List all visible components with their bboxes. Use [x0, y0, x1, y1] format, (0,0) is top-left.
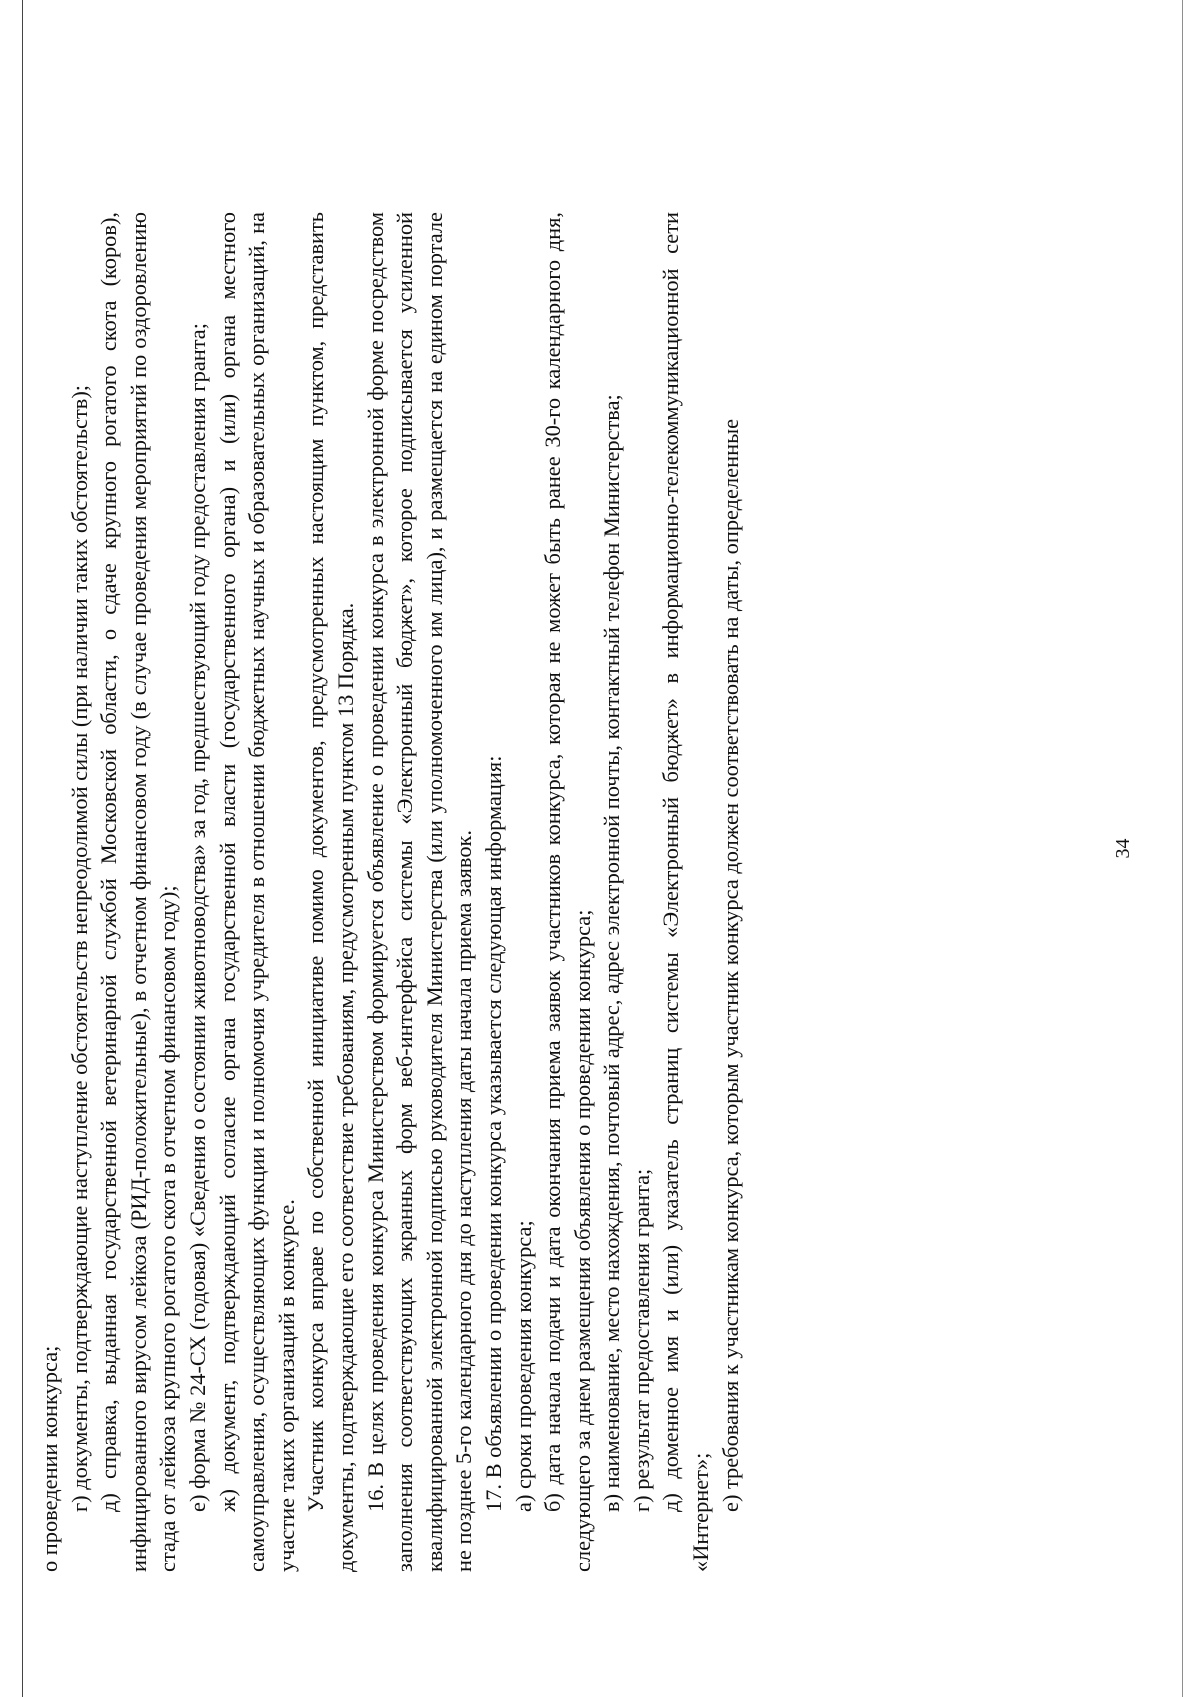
paragraph: г) документы, подтверждающие наступление обстоятельств непреодолимой силы (при наличии таких обстоятельств); — [66, 384, 92, 1512]
paragraph: Участник конкурса вправе по собственной инициативе помимо документов, предусмотренных настоящим пунктом, представить документы, подтверждающие его соответствие требованиям, предусмотренным пунктом 13 Порядка. — [303, 212, 358, 1572]
page-number: 34 — [1112, 838, 1134, 859]
paragraph: д) справка, выданная государственной ветеринарной службой Московской области, о сдаче крупного рогатого скота (коров), инфицированного вирусом лейкоза (РИД-положительные), в отчетном финансовом году (в случае проведения мероприятий по оздоровлению стада от лейкоза крупного рогатого скота в отчетном финансовом году); — [96, 212, 181, 1572]
paragraph: г) результат предоставления гранта; — [628, 1168, 654, 1512]
paragraph: 16. В целях проведения конкурса Министерством формируется объявление о проведении конкурса в электронной форме посредством заполнения соответствующих экранных форм веб-интерфейса системы «Электронный бюджет», которое подписывается усиленной квалифицированной электронной подписью руководителя Министерства (или уполномоченного им лица), и размещается на едином портале не позднее 5-го календарного дня до наступления даты начала приема заявок. — [362, 212, 477, 1572]
paragraph: е) требования к участникам конкурса, которым участник конкурса должен соответствовать на даты, определенные — [717, 418, 743, 1512]
paragraph: а) сроки проведения конкурса; — [510, 1220, 536, 1512]
paragraph: е) форма № 24-СХ (годовая) «Сведения о состоянии животноводства» за год, предшествующий году предоставления гранта; — [184, 323, 210, 1512]
document-body — [35, 212, 745, 1572]
paragraph: о проведении конкурса; — [37, 1345, 62, 1572]
paragraph: б) дата начала подачи и дата окончания приема заявок участников конкурса, которая не может быть ранее 30-го календарного дня, следующего за днем размещения объявления о проведении конкурса; — [540, 212, 595, 1572]
paragraph: в) наименование, место нахождения, почтовый адрес, адрес электронной почты, контактный телефон Министерства; — [599, 394, 625, 1512]
paragraph: ж) документ, подтверждающий согласие органа государственной власти (государственного органа) и (или) органа местного самоуправления, осуществляющих функции и полномочия учредителя в отношении бюджетных научных и образовательных организаций, на участие таких организаций в конкурсе. — [214, 212, 299, 1572]
paragraph: 17. В объявлении о проведении конкурса указывается следующая информация: — [480, 755, 506, 1512]
paragraph: д) доменное имя и (или) указатель страниц системы «Электронный бюджет» в информационно-телекоммуникационной сети «Интернет»; — [658, 212, 714, 1572]
